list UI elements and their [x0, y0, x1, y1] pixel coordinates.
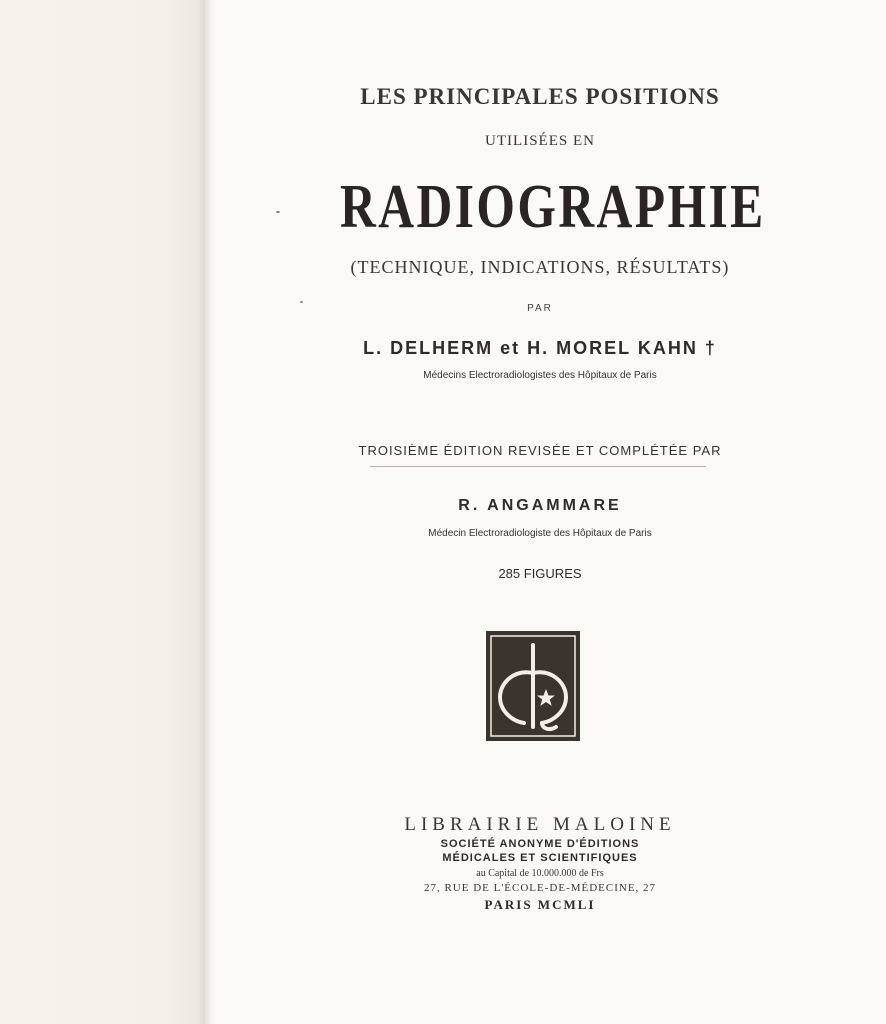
publication-place-date: PARIS MCMLI — [484, 897, 596, 912]
title-line-2: UTILISÉES EN — [485, 133, 595, 149]
reviser-name: R. ANGAMMARE — [458, 497, 622, 514]
publisher-line-1: SOCIÉTÉ ANONYME D'ÉDITIONS — [440, 838, 640, 850]
publisher-line-2: MÉDICALES ET SCIENTIFIQUES — [442, 852, 638, 864]
publisher-name: LIBRAIRIE MALOINE — [404, 814, 676, 835]
publisher-address: 27, RUE DE L'ÉCOLE-DE-MÉDECINE, 27 — [423, 882, 657, 894]
left-page — [0, 0, 205, 1024]
authors: L. DELHERM et H. MOREL KAHN † — [363, 338, 717, 358]
book-gutter — [196, 0, 218, 1024]
subtitle: (TECHNIQUE, INDICATIONS, RÉSULTATS) — [350, 257, 730, 277]
figure-count: 285 FIGURES — [498, 566, 582, 581]
par-label: PAR — [527, 303, 553, 314]
publisher-emblem-icon — [486, 631, 580, 741]
main-title: RADIOGRAPHIE — [340, 173, 766, 241]
reviser-role: Médecin Electroradiologiste des Hôpitaux de Paris — [428, 528, 652, 539]
title-line-1: LES PRINCIPALES POSITIONS — [360, 84, 720, 109]
paper-speck — [276, 211, 280, 213]
edition-statement: TROISIÈME ÉDITION REVISÉE ET COMPLÉTÉE PAR — [358, 443, 722, 458]
publisher-capital: au Capital de 10.000.000 de Frs — [476, 868, 604, 879]
authors-role: Médecins Electroradiologistes des Hôpitaux de Paris — [423, 370, 657, 381]
divider — [370, 466, 706, 467]
